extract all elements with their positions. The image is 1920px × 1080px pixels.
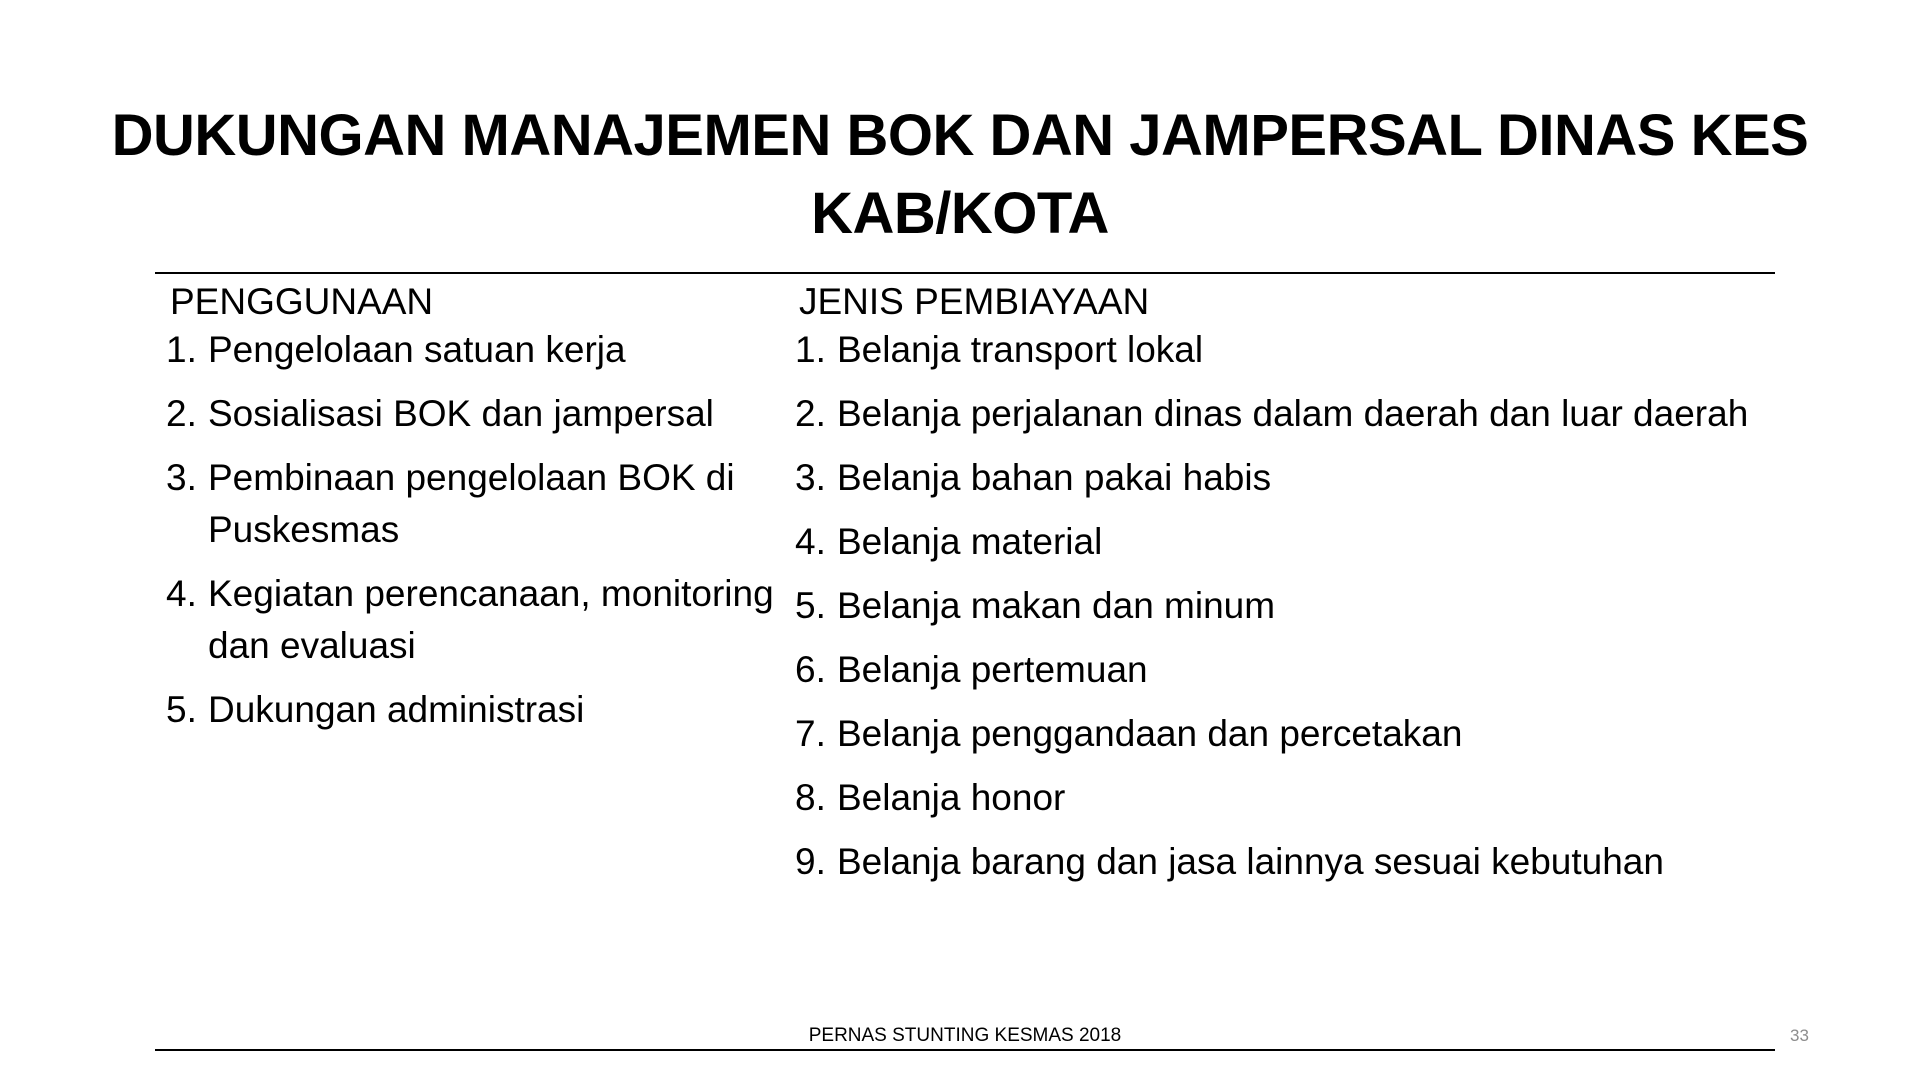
list-item — [795, 516, 1785, 568]
financing-column — [795, 280, 1785, 900]
list-item — [166, 568, 791, 672]
list-item-text: Belanja material — [837, 521, 1103, 562]
slide-title — [60, 97, 1860, 253]
list-item-number: 7. — [795, 713, 826, 754]
list-item-text: Belanja transport lokal — [837, 329, 1204, 370]
top-divider — [155, 272, 1775, 274]
list-item-number: 9. — [795, 841, 826, 882]
list-item-text: Belanja penggandaan dan percetakan — [837, 713, 1463, 754]
list-item-text: Belanja makan dan minum — [837, 585, 1276, 626]
list-item — [795, 388, 1785, 440]
list-item-text: Pembinaan pengelolaan BOK di Puskesmas — [208, 457, 735, 550]
list-item-number: 6. — [795, 649, 826, 690]
financing-list — [795, 324, 1785, 888]
list-item-number: 2. — [166, 393, 197, 434]
list-item-number: 5. — [166, 689, 197, 730]
list-item-text: Belanja pertemuan — [837, 649, 1148, 690]
list-item — [795, 644, 1785, 696]
slide-title-line-2: KAB/KOTA — [811, 180, 1109, 246]
list-item-number: 5. — [795, 585, 826, 626]
list-item-number: 2. — [795, 393, 826, 434]
list-item-number: 1. — [795, 329, 826, 370]
list-item — [795, 836, 1785, 888]
list-item — [166, 684, 791, 736]
list-item-text: Belanja perjalanan dinas dalam daerah dan luar daerah — [837, 393, 1749, 434]
list-item-number: 4. — [166, 573, 197, 614]
list-item-number: 3. — [166, 457, 197, 498]
list-item — [795, 708, 1785, 760]
list-item — [166, 388, 791, 440]
list-item-text: Dukungan administrasi — [208, 689, 585, 730]
page-number: 33 — [1790, 1026, 1809, 1045]
list-item-number: 4. — [795, 521, 826, 562]
financing-heading: JENIS PEMBIAYAAN — [799, 281, 1150, 322]
list-item-text: Belanja barang dan jasa lainnya sesuai kebutuhan — [837, 841, 1664, 882]
list-item-text: Kegiatan perencanaan, monitoring dan evaluasi — [208, 573, 774, 666]
list-item-text: Pengelolaan satuan kerja — [208, 329, 626, 370]
list-item — [795, 580, 1785, 632]
list-item — [166, 452, 791, 556]
list-item-text: Belanja bahan pakai habis — [837, 457, 1272, 498]
list-item — [795, 772, 1785, 824]
list-item — [795, 324, 1785, 376]
usage-column — [166, 280, 791, 748]
usage-heading: PENGGUNAAN — [170, 281, 434, 322]
list-item-text: Belanja honor — [837, 777, 1066, 818]
list-item-number: 8. — [795, 777, 826, 818]
list-item — [795, 452, 1785, 504]
slide-title-line-1: DUKUNGAN MANAJEMEN BOK DAN JAMPERSAL DINAS KES — [111, 102, 1809, 168]
bottom-divider — [155, 1049, 1775, 1051]
usage-list — [166, 324, 791, 736]
list-item-text: Sosialisasi BOK dan jampersal — [208, 393, 714, 434]
list-item-number: 1. — [166, 329, 197, 370]
list-item-number: 3. — [795, 457, 826, 498]
list-item — [166, 324, 791, 376]
footer-text: PERNAS STUNTING KESMAS 2018 — [808, 1025, 1122, 1046]
